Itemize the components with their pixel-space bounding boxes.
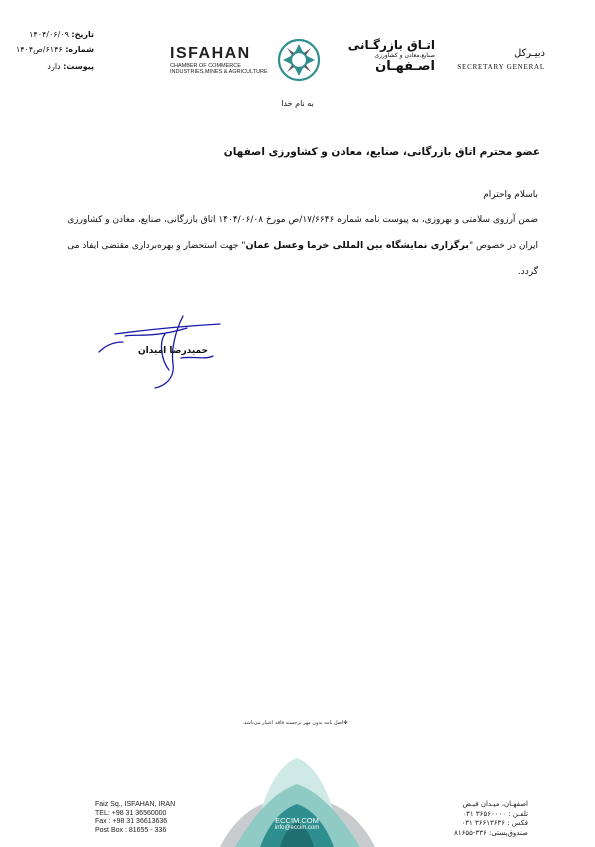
secretary-en: SECRETARY GENERAL [457, 63, 545, 71]
number-value: ۶۱۴۶/ص۱۴۰۴ [15, 45, 63, 54]
footer-email[interactable]: info@eccim.com [274, 825, 320, 831]
chamber-emblem-icon [275, 36, 323, 84]
attachment-label: پیوست: [63, 62, 94, 71]
secretary-fa: دبیـرکل [513, 48, 545, 59]
logo-en-title: ISFAHAN [170, 45, 251, 62]
footer-en-line: TEL: +98 31 36560000 [95, 809, 167, 817]
secretary-general-heading [445, 48, 545, 71]
footer-en-line: Fax : +98 31 36613636 [95, 818, 168, 825]
signer-name: حمیدرضا امیدان [137, 346, 209, 356]
footer-address-fa [408, 800, 528, 838]
logo-fa-line3: اصـفهـان [375, 59, 435, 74]
logo-persian [325, 38, 435, 74]
bismillah: به نام خدا [281, 99, 314, 108]
footer-fa-line: فکس : ۳۶۶۱۳۶۳۶ ۰۳۱ [461, 819, 528, 827]
validity-footnote: ✤اصل نامه بدون مهر برجسته فاقد اعتبار می‌باشد. [242, 720, 348, 726]
greeting: باسلام واحترام [483, 190, 538, 200]
date-label: تاریخ: [71, 30, 94, 39]
paragraph-part2: " جهت استحضار و بهره‌برداری مقتضی ایفاد می گردد. [67, 241, 538, 277]
footer-en-line: Post Box : 81655 - 336 [95, 826, 167, 834]
letter-number [6, 45, 94, 54]
paragraph-bold: برگزاری نمایشگاه بین المللی خرما وعسل عمان [245, 240, 469, 251]
footer-fa-line: صندوق‌پستی: ۳۳۶-۸۱۶۵۵ [454, 828, 528, 837]
paragraph-part1: ضمن آرزوی سلامتی و بهروزی، به پیوست نامه شماره ۱۷/۶۶۴۶/ص مورخ ۱۴۰۴/۰۶/۰۸ اتاق بازرگانی، صنایع، معادن و کشاورزی ایران در خصوص " [67, 215, 538, 251]
recipient-line: عضو محترم اتاق بازرگانی، صنایع، معادن و کشاورزی اصفهان [223, 146, 540, 158]
date-value: ۱۴۰۴/۰۶/۰۹ [29, 30, 69, 39]
logo-fa-line2: صنایع،معادن و کشاورزی [374, 52, 435, 59]
footer-en-line: Faiz Sq., ISFAHAN, IRAN [95, 801, 176, 808]
footer-web [248, 816, 346, 831]
number-label: شماره: [65, 45, 94, 54]
logo-en-sub1: CHAMBER OF COMMERCE [170, 63, 241, 69]
logo-fa-line1: اتـاق بازرگـانی [347, 38, 435, 52]
logo-english [170, 45, 280, 75]
letter-paragraph [60, 207, 538, 285]
footer-fa-line: تلفـن : ۳۶۵۶۰۰۰۰ ۰۳۱ [462, 809, 528, 818]
letter-date [6, 30, 94, 39]
footer-address-en [95, 801, 215, 835]
footer-emblem-graphic [200, 752, 395, 847]
attachment-value: دارد [47, 62, 61, 71]
logo-en-sub2: INDUSTRIES,MINES & AGRICULTURE [170, 69, 268, 75]
footer-fa-line: اصفهـان، میـدان فیـض [462, 800, 528, 808]
letter-attachment [6, 62, 94, 71]
footer-url[interactable]: ECCIM.COM [275, 816, 319, 825]
